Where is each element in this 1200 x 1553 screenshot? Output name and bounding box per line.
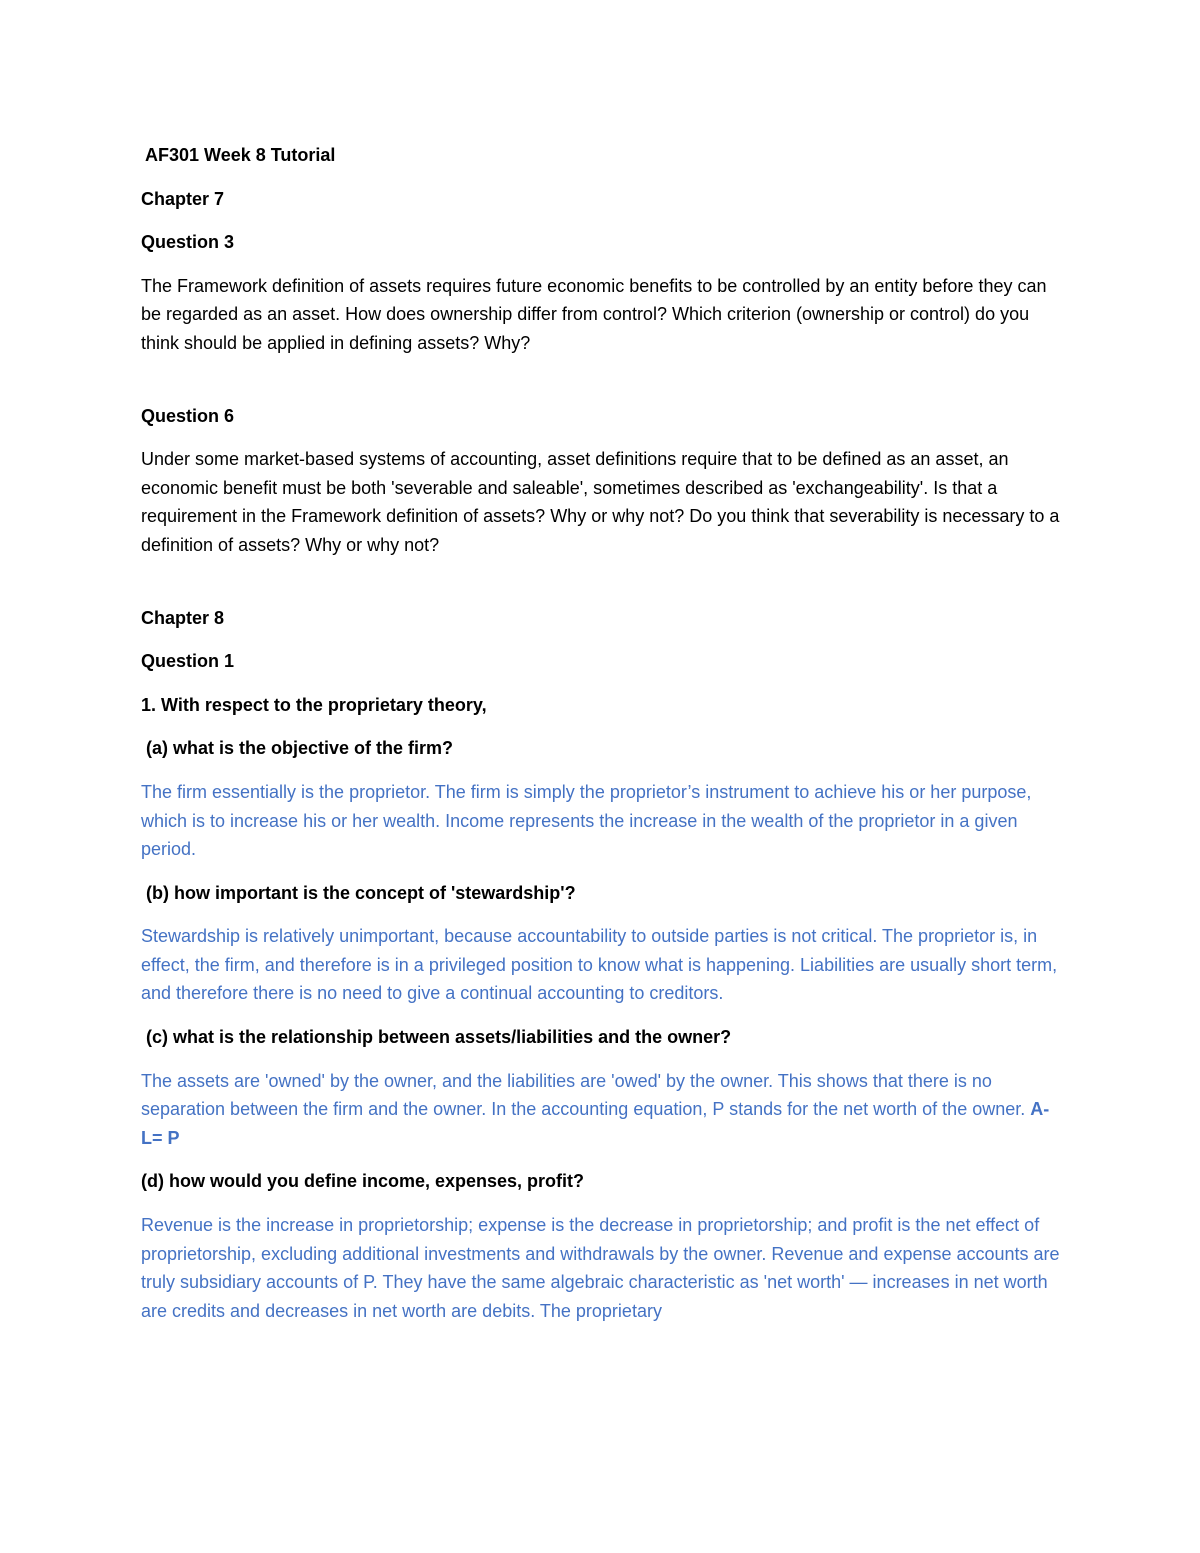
document-title: AF301 Week 8 Tutorial <box>145 145 336 165</box>
document-body <box>141 141 1061 1340</box>
question-1-heading: Question 1 <box>141 651 235 672</box>
question-3-heading: Question 3 <box>141 232 235 253</box>
spacer <box>141 575 1061 604</box>
chapter-8-heading: Chapter 8 <box>141 607 225 628</box>
accounting-equation: A-L= P <box>141 1099 1050 1148</box>
chapter-7-heading: Chapter 7 <box>141 188 225 209</box>
spacer <box>141 373 1061 402</box>
question-1a: (a) what is the objective of the firm? <box>146 738 454 759</box>
answer-1d: Revenue is the increase in proprietorship; expense is the decrease in proprietorship; and profit is the net effect of proprietorship, excluding additional investments and withdrawals by the owner. Revenue and expense accounts are truly subsidiary accounts of P. They have the same algebraic characteristic as 'net worth' — increases in net worth are credits and decreases in net worth are debits. The proprietary <box>141 1215 1060 1321</box>
answer-1a: The firm essentially is the proprietor. The firm is simply the proprietor’s instrument to achieve his or her purpose, which is to increase his or her wealth. Income represents the increase in the wealth of the proprietor in a given period. <box>141 781 1032 860</box>
question-1b: (b) how important is the concept of 'stewardship'? <box>146 882 576 903</box>
question-1-intro: 1. With respect to the proprietary theory, <box>141 694 487 715</box>
question-1c: (c) what is the relationship between assets/liabilities and the owner? <box>146 1027 732 1048</box>
question-1d: (d) how would you define income, expenses, profit? <box>141 1171 585 1192</box>
answer-1c-text: The assets are 'owned' by the owner, and the liabilities are 'owed' by the owner. This shows that there is no separation between the firm and the owner. In the accounting equation, P stands for the net worth of the owner. <box>141 1070 1026 1120</box>
question-3-text: The Framework definition of assets requires future economic benefits to be controlled by an entity before they can be regarded as an asset. How does ownership differ from control? Which criterion (ownership or control) do you think should be applied in defining assets? Why? <box>141 275 1047 353</box>
answer-1c <box>141 1067 1061 1153</box>
answer-1b: Stewardship is relatively unimportant, because accountability to outside parties is not critical. The proprietor is, in effect, the firm, and therefore is in a privileged position to know what is happening. Liabilities are usually short term, and therefore there is no need to give a continual accounting to creditors. <box>141 926 1058 1004</box>
question-6-heading: Question 6 <box>141 405 235 426</box>
question-6-text: Under some market-based systems of accounting, asset definitions require that to be defined as an asset, an economic benefit must be both 'severable and saleable', sometimes described as 'exchangeability'. Is that a requirement in the Framework definition of assets? Why or why not? Do you think that severability is necessary to a definition of assets? Why or why not? <box>141 449 1060 555</box>
